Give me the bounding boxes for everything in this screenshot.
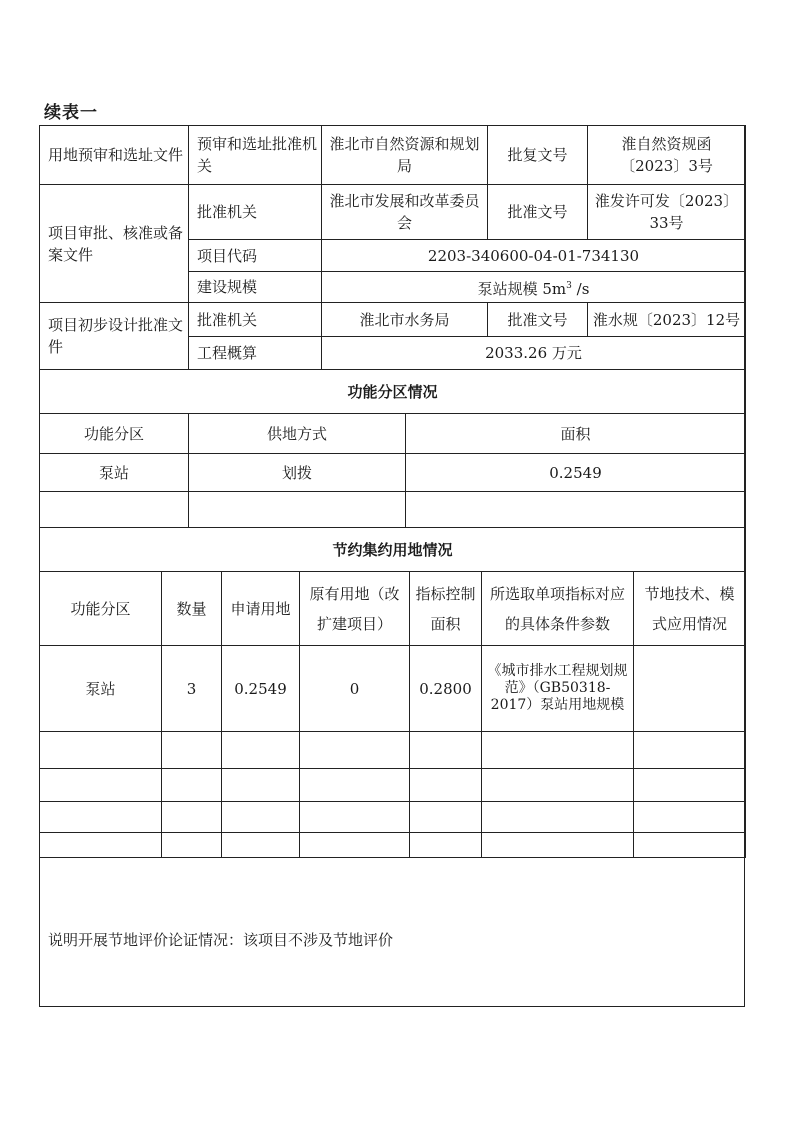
ls-cell: 0.2800 (410, 646, 482, 732)
project-authority: 淮北市发展和改革委员会 (322, 185, 488, 240)
ls-cell: 3 (162, 646, 222, 732)
budget-value: 2033.26 万元 (322, 337, 746, 370)
ls-cell (634, 646, 746, 732)
zoning-header: 面积 (406, 414, 746, 454)
project-docno: 淮发许可发〔2023〕33号 (588, 185, 746, 240)
form-sheet (39, 125, 745, 1007)
zoning-cell (189, 492, 406, 528)
zoning-cell (40, 492, 189, 528)
ls-cell: 0 (300, 646, 410, 732)
design-authority-label: 批准机关 (189, 303, 322, 337)
zoning-table (39, 369, 746, 528)
ls-header: 数量 (162, 572, 222, 646)
zoning-header: 供地方式 (189, 414, 406, 454)
project-code: 2203-340600-04-01-734130 (322, 240, 746, 272)
approvals-table (39, 125, 746, 370)
landsaving-table (39, 527, 746, 858)
zoning-cell: 0.2549 (406, 454, 746, 492)
site-docno-label: 批复文号 (488, 126, 588, 185)
site-doc-label: 用地预审和选址文件 (40, 126, 189, 185)
landsaving-heading: 节约集约用地情况 (40, 528, 746, 572)
project-authority-label: 批准机关 (189, 185, 322, 240)
zoning-cell: 划拨 (189, 454, 406, 492)
ls-header: 功能分区 (40, 572, 162, 646)
ls-cell: 0.2549 (222, 646, 300, 732)
site-authority-label: 预审和选址批准机关 (189, 126, 322, 185)
ls-cell: 《城市排水工程规划规范》（GB50318-2017）泵站用地规模 (482, 646, 634, 732)
ls-header: 申请用地 (222, 572, 300, 646)
project-code-label: 项目代码 (189, 240, 322, 272)
scale-value (322, 272, 746, 303)
zoning-cell (406, 492, 746, 528)
site-authority: 淮北市自然资源和规划局 (322, 126, 488, 185)
ls-cell: 泵站 (40, 646, 162, 732)
design-docno: 淮水规〔2023〕12号 (588, 303, 746, 337)
zoning-header: 功能分区 (40, 414, 189, 454)
ls-header: 节地技术、模式应用情况 (634, 572, 746, 646)
site-docno: 淮自然资规函〔2023〕3号 (588, 126, 746, 185)
ls-header: 原有用地（改扩建项目） (300, 572, 410, 646)
budget-label: 工程概算 (189, 337, 322, 370)
design-docno-label: 批准文号 (488, 303, 588, 337)
design-authority: 淮北市水务局 (322, 303, 488, 337)
zoning-heading: 功能分区情况 (40, 370, 746, 414)
project-docno-label: 批准文号 (488, 185, 588, 240)
scale-label: 建设规模 (189, 272, 322, 303)
ls-header: 所选取单项指标对应的具体条件参数 (482, 572, 634, 646)
ls-header: 指标控制面积 (410, 572, 482, 646)
page-title: 续表一 (44, 103, 98, 123)
scale-suffix: /s (571, 279, 590, 298)
project-doc-label: 项目审批、核准或备案文件 (40, 185, 189, 303)
scale-sup: 3 (566, 280, 572, 291)
design-doc-label: 项目初步设计批准文件 (40, 303, 189, 370)
scale-prefix: 泵站规模 5m (477, 279, 567, 298)
evaluation-note: 说明开展节地评价论证情况：该项目不涉及节地评价 (48, 931, 394, 949)
zoning-cell: 泵站 (40, 454, 189, 492)
